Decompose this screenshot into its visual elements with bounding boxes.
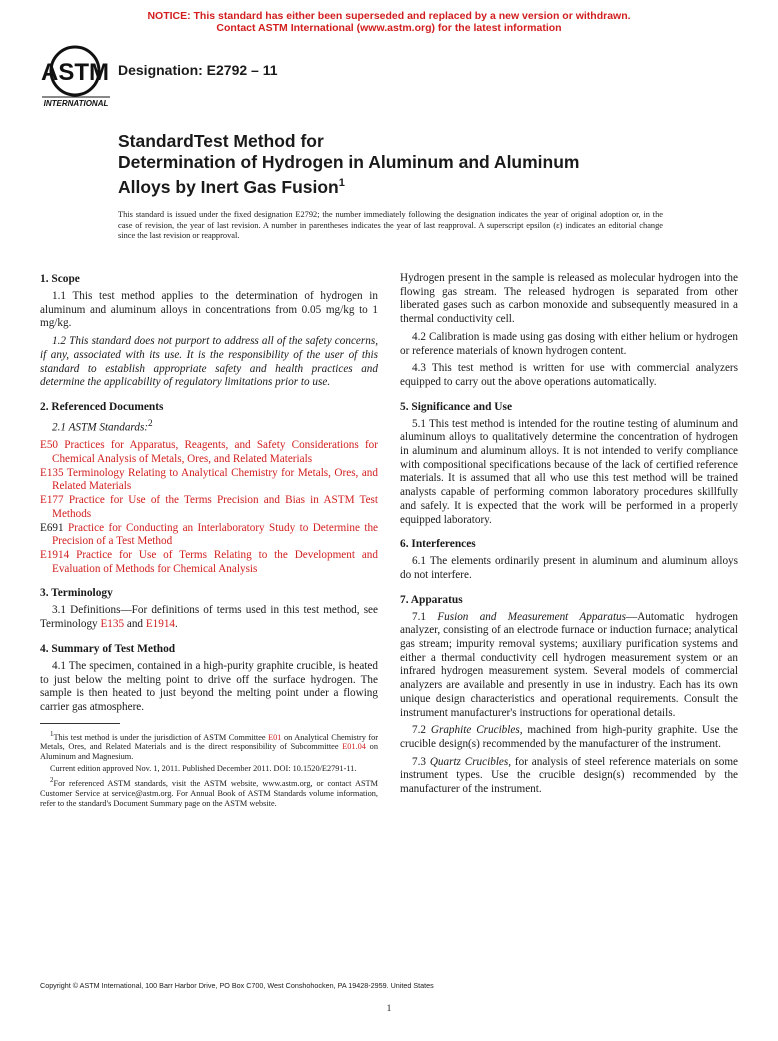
e1914-link[interactable]: E1914 — [145, 618, 176, 631]
interferences-heading: 6. Interferences — [400, 538, 476, 551]
reference-item[interactable]: E1914 Practice for Use of Terms Relating to the Development and Evaluation of Methods for Chemical Analysis — [40, 548, 378, 575]
footnote-divider — [40, 723, 120, 724]
summary-4-2: 4.2 Calibration is made using gas dosing with either helium or hydrogen or reference materials of known hydrogen content. — [400, 330, 738, 357]
reference-item[interactable]: E691 Practice for Conducting an Interlaboratory Study to Determine the Precision of a Test Method — [40, 521, 379, 548]
right-column — [400, 272, 738, 801]
footnote-1: $^1$This test method is under the jurisdiction of ASTM Committee E01 on Analytical Chemistry for Metals, Ores, and Related Materials and is the direct responsibility of Subcommittee E01.04 on Aluminum and Magnesium. — [40, 730, 379, 762]
scope-1-2: 1.2 This standard does not purport to address all of the safety concerns, if any, associated with its use. It is the responsibility of the user of this standard to establish appropriate safety and health practices and determine the applicability of regulatory limitations prior to use. — [40, 335, 378, 389]
document-title — [118, 131, 678, 198]
notice-line-1: NOTICE: This standard has either been superseded and replaced by a new version or withdrawn. — [147, 10, 631, 22]
apparatus-heading: 7. Apparatus — [400, 593, 463, 606]
title-line-2: Determination of Hydrogen in Aluminum and Aluminum — [118, 152, 580, 172]
issued-note: This standard is issued under the fixed designation E2792; the number immediately following the designation indicates the year of original adoption or, in the case of revision, the year of last revision. A number in parentheses indicates the year of last reapproval. A superscript epsilon (ε) indicates an editorial change since the last revision or reapproval. — [118, 210, 663, 241]
summary-continued: Hydrogen present in the sample is released as molecular hydrogen into the flowing gas stream. The released hydrogen is separated from other liberated gases such as carbon monoxide and subsequently measured in a thermal conductivity cell. — [400, 272, 738, 326]
summary-4-3: 4.3 This test method is written for use with commercial analyzers equipped to carry out the above operations automatically. — [400, 362, 738, 388]
apparatus-7-2: 7.2 Graphite Crucibles, machined from high-purity graphite. Use the crucible design(s) recommended by the manufacturer of the instrument. — [400, 724, 739, 750]
scope-1-1: 1.1 This test method applies to the determination of hydrogen in aluminum and aluminum alloys in concentrations from 0.05 mg/kg to 1 mg/kg. — [40, 290, 378, 330]
apparatus-7-3: 7.3 Quartz Crucibles, for analysis of steel reference materials on some instrument types. Use the crucible design(s) recommended by the manufacturer of the instrument. — [400, 755, 739, 796]
terminology-heading: 3. Terminology — [40, 587, 113, 600]
reference-item[interactable]: E177 Practice for Use of the Terms Precision and Bias in ASTM Test Methods — [40, 494, 378, 520]
interferences-6-1: 6.1 The elements ordinarily present in aluminum and aluminum alloys do not interfere. — [400, 555, 738, 581]
footnote-2: $^2$For referenced ASTM standards, visit the ASTM website, www.astm.org, or contact ASTM Customer Service at service@astm.org. For Annual Book of ASTM Standards volume information, refer to the standard's Document Summary page on the ASTM website. — [40, 777, 378, 809]
summary-4-1: 4.1 The specimen, contained in a high-purity graphite crucible, is heated to just below the melting point to drive off the surface hydrogen. The sample is then heated to just beyond the melting point under a flowing carrier gas atmosphere. — [40, 659, 378, 713]
reference-list — [40, 439, 378, 576]
footnote-edition: Current edition approved Nov. 1, 2011. Published December 2011. DOI: 10.1520/E2791-11. — [50, 764, 357, 774]
copyright-footer: Copyright © ASTM International, 100 Barr Harbor Drive, PO Box C700, West Conshohocken, PA 19428-2959. United States — [40, 981, 434, 990]
left-column — [40, 272, 378, 811]
notice-banner — [0, 10, 778, 34]
terminology-3-1: 3.1 Definitions—For definitions of terms used in this test method, see Terminology E135 and E1914. — [40, 604, 378, 631]
e01-link[interactable]: E01 — [268, 732, 282, 742]
logo-text: INTERNATIONAL — [43, 99, 109, 108]
title-line-3: Alloys by Inert Gas Fusion — [118, 176, 339, 197]
significance-5-1: 5.1 This test method is intended for the routine testing of aluminum and aluminum alloys to qualitatively determine the concentration of hydrogen in aluminum and aluminum alloys. It is not intended to verify compliance with compositional specifications because of the lack of certified reference materials. It is assumed that all who use this test method will be trained analysts capable of performing common laboratory procedures skillfully and safely. It is expected that the work will be performed in a properly equipped laboratory. — [400, 417, 738, 526]
e0104-link[interactable]: E01.04 — [342, 742, 366, 752]
reference-item[interactable]: E135 Terminology Relating to Analytical Chemistry for Metals, Ores, and Related Materials — [40, 466, 378, 493]
reference-item[interactable]: E50 Practices for Apparatus, Reagents, and Safety Considerations for Chemical Analysis of Metals, Ores, and Related Materials — [40, 439, 378, 466]
designation: Designation: E2792 – 11 — [118, 62, 278, 78]
e135-link[interactable]: E135 — [100, 618, 125, 631]
title-line-1: StandardTest Method for — [118, 131, 324, 151]
summary-heading: 4. Summary of Test Method — [40, 642, 176, 655]
svg-text:ASTM: ASTM — [41, 59, 109, 86]
title-footnote-mark: 1 — [338, 177, 345, 189]
significance-heading: 5. Significance and Use — [400, 400, 513, 413]
refdocs-2-1: 2.1 ASTM Standards:$^2$ — [52, 418, 153, 434]
refdocs-heading: 2. Referenced Documents — [40, 400, 164, 413]
astm-logo-icon — [40, 44, 112, 110]
notice-line-2: Contact ASTM International (www.astm.org) for the latest information — [216, 22, 562, 34]
scope-heading: 1. Scope — [40, 273, 80, 285]
apparatus-7-1: 7.1 Fusion and Measurement Apparatus—Automatic hydrogen analyzer, consisting of an electrode furnace or induction furnace; analytical gas stream; impurity removal systems; auxiliary purification systems and either a thermal conductivity cell hydrogen measurement system or an infrared hydrogen measurement system. Several models of commercial analyzers are available and presently in use in industry. Each has its own unique design characteristics and operational requirements. Consult the instrument manufacturer's instructions for operational details. — [400, 610, 738, 719]
page-number: 1 — [386, 1004, 392, 1014]
